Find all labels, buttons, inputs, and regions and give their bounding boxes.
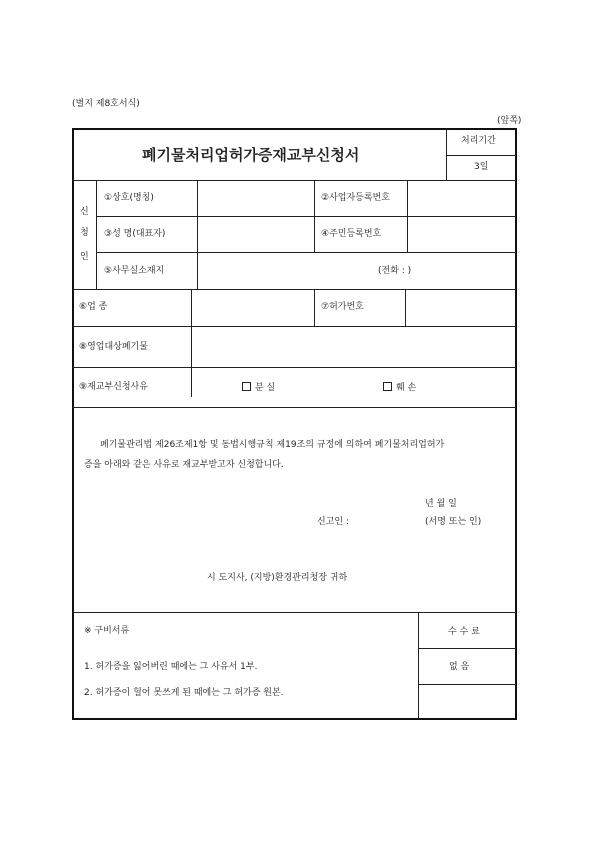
lost-checkbox[interactable] [242,382,251,391]
target-waste-field[interactable] [192,327,514,366]
business-reg-no-label: ②사업자등록번호 [321,193,390,203]
reissue-reason-label: ⑨재교부신청사유 [79,382,148,392]
front-side-label: (앞쪽) [497,116,522,126]
representative-label: ③성 명(대표자) [104,229,166,239]
processing-period-value: 3일 [474,162,489,172]
industry-field[interactable] [192,290,313,325]
applicant-label-char: 청 [80,228,89,238]
signature-or-seal: (서명 또는 인) [425,517,482,527]
date-line: 년 월 일 [425,499,457,509]
declaration-line-1: 폐기물관리법 제26조제1항 및 동법시행규칙 제19조의 규정에 의하여 폐기물처리업허가 [100,440,445,450]
option-damaged[interactable] [383,382,416,394]
required-document-1: 1. 허가증을 잃어버린 때에는 그 사유서 1부. [84,662,258,672]
applicant-signature-label: 신고인 : [317,517,349,527]
office-address-field[interactable] [198,253,368,288]
applicant-label-char: 신 [80,207,89,217]
applicant-label-char: 인 [80,252,89,262]
damaged-checkbox[interactable] [383,382,392,391]
trade-name-field[interactable] [198,181,313,215]
trade-name-label: ①상호(명칭) [104,193,154,203]
option-damaged-label: 훼 손 [396,383,417,393]
target-waste-label: ⑧영업대상폐기물 [79,342,148,352]
required-documents-header: ※ 구비서류 [84,626,130,636]
processing-period-label: 처리기간 [461,136,496,146]
form-title: 폐기물처리업허가증재교부신청서 [142,146,360,164]
industry-label: ⑥업 종 [79,302,108,312]
phone-label: (전화 : ) [378,266,412,276]
office-address-label: ⑤사무실소재지 [104,266,165,276]
permit-no-label: ⑦허가번호 [321,302,364,312]
business-reg-no-field[interactable] [408,181,514,215]
fee-value: 없 음 [449,662,470,672]
option-lost-label: 분 실 [255,383,276,393]
fee-label: 수 수 료 [448,627,480,637]
resident-reg-no-field[interactable] [408,217,514,251]
declaration-line-2: 증을 아래와 같은 사유로 재교부받고자 신청합니다. [84,460,284,470]
permit-no-field[interactable] [406,290,514,325]
attachment-label: (별지 제8호서식) [72,99,140,109]
resident-reg-no-label: ④주민등록번호 [321,229,382,239]
addressee: 시 도지사, (지방)환경관리청장 귀하 [207,573,348,583]
required-document-2: 2. 허가증이 헐어 못쓰게 된 때에는 그 허가증 원본. [84,688,284,698]
option-lost[interactable] [242,382,275,394]
representative-field[interactable] [198,217,313,251]
